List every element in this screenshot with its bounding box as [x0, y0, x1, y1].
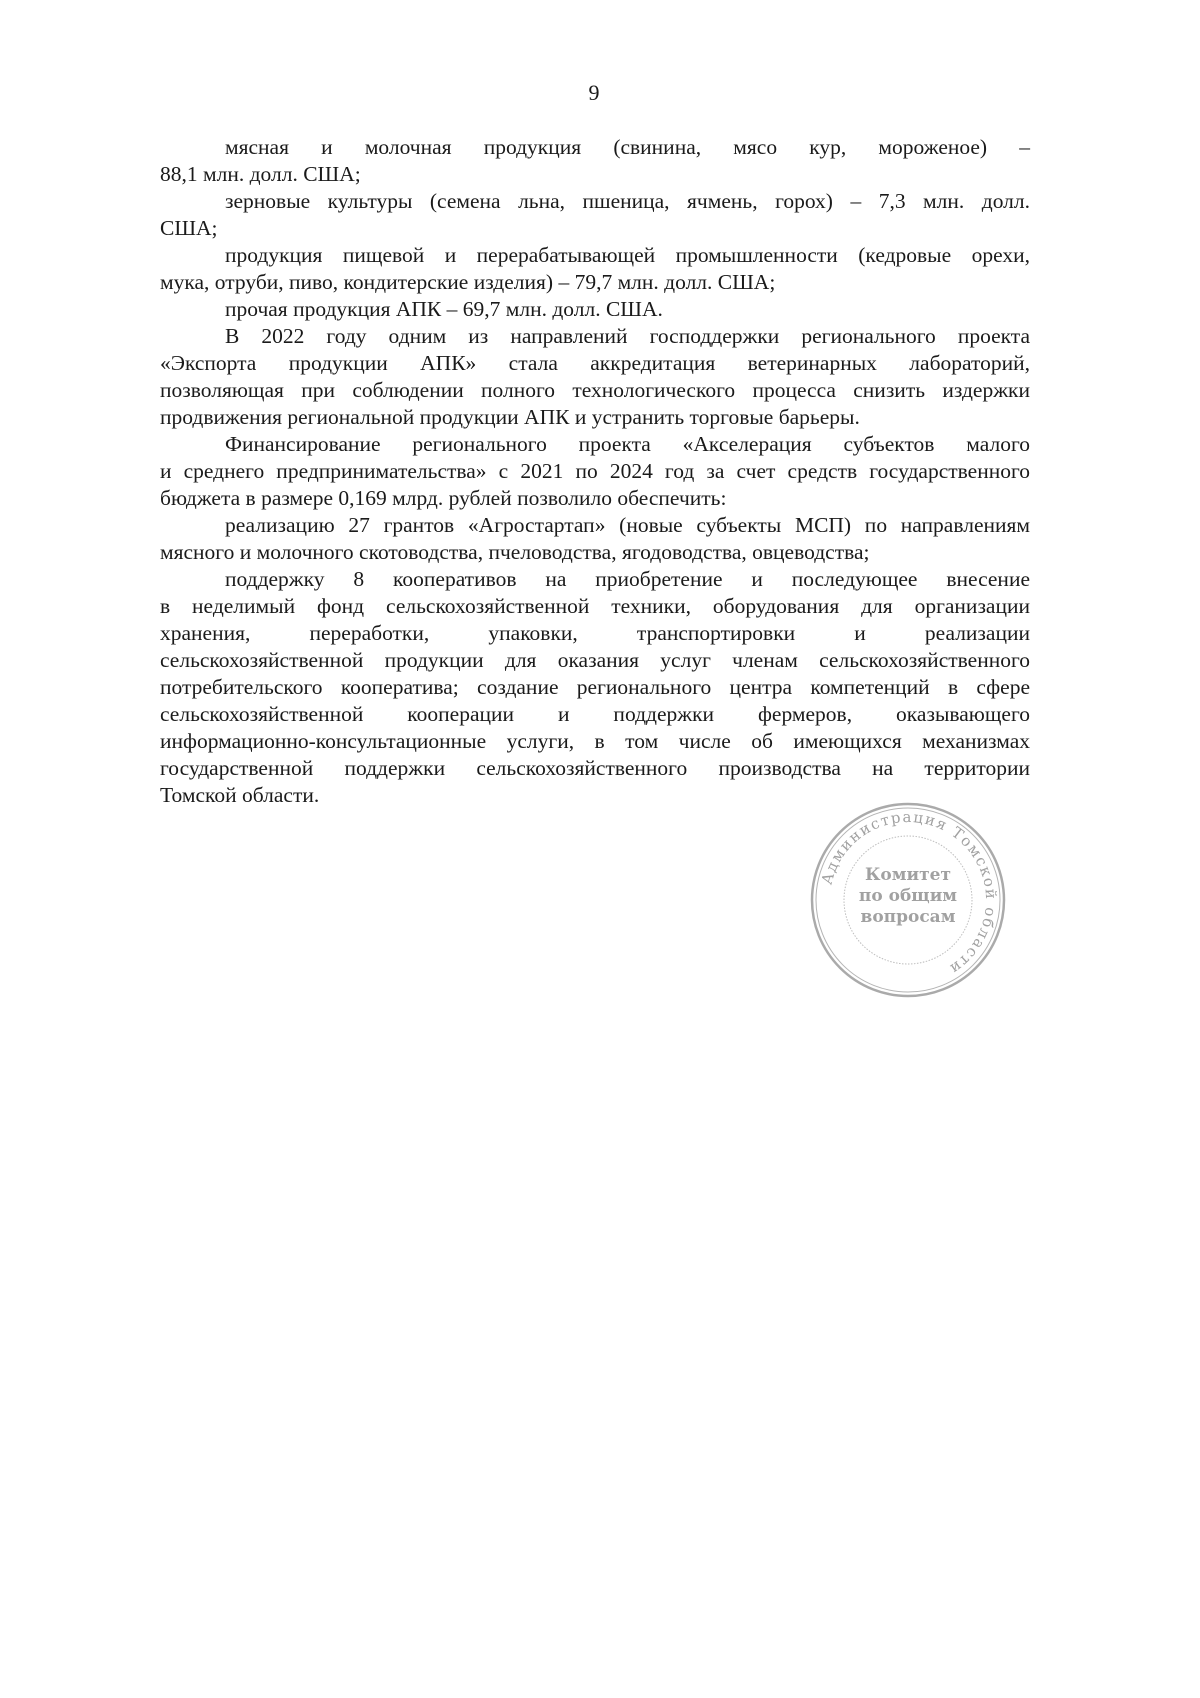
document-body — [160, 134, 1030, 809]
text-line: «Экспорта продукции АПК» стала аккредитация ветеринарных лабораторий, — [160, 351, 1030, 375]
text-line: Томской области. — [160, 783, 320, 807]
text-line: информационно-консультационные услуги, в том числе об имеющихся механизмах — [160, 729, 1030, 753]
text-line: мясная и молочная продукция (свинина, мясо кур, мороженое) – — [225, 135, 1030, 159]
stamp-center-line: вопросам — [860, 907, 956, 927]
stamp-center-line: Комитет — [864, 865, 952, 885]
paragraph — [160, 323, 1030, 431]
text-line: В 2022 году одним из направлений господдержки регионального проекта — [225, 324, 1030, 348]
text-line: поддержку 8 кооперативов на приобретение и последующее внесение — [225, 567, 1030, 591]
text-line: государственной поддержки сельскохозяйственного производства на территории — [160, 756, 1030, 780]
page-number: 9 — [588, 80, 600, 105]
text-line: мясного и молочного скотоводства, пчеловодства, ягодоводства, овцеводства; — [160, 540, 870, 564]
text-line: сельскохозяйственной кооперации и поддержки фермеров, оказывающего — [160, 702, 1030, 726]
text-line: позволяющая при соблюдении полного технологического процесса снизить издержки — [160, 378, 1030, 402]
text-line: потребительского кооператива; создание регионального центра компетенций в сфере — [160, 675, 1030, 699]
text-line: прочая продукция АПК – 69,7 млн. долл. США. — [225, 297, 663, 321]
text-line: сельскохозяйственной продукции для оказания услуг членам сельскохозяйственного — [160, 648, 1030, 672]
text-line: 88,1 млн. долл. США; — [160, 162, 361, 186]
text-line: Финансирование регионального проекта «Акселерация субъектов малого — [225, 432, 1030, 456]
paragraph — [160, 134, 1030, 188]
paragraph — [160, 242, 1030, 296]
official-stamp — [808, 800, 1008, 1000]
text-line: мука, отруби, пиво, кондитерские изделия) – 79,7 млн. долл. США; — [160, 270, 776, 294]
stamp-ring-text: Администрация Томской области — [817, 807, 1001, 979]
text-line: реализацию 27 грантов «Агростартап» (новые субъекты МСП) по направлениям — [225, 513, 1030, 537]
text-line: хранения, переработки, упаковки, транспортировки и реализации — [160, 621, 1030, 645]
paragraph — [160, 296, 1030, 323]
paragraph — [160, 431, 1030, 512]
text-line: бюджета в размере 0,169 млрд. рублей позволило обеспечить: — [160, 486, 727, 510]
text-line: зерновые культуры (семена льна, пшеница, ячмень, горох) – 7,3 млн. долл. — [225, 189, 1030, 213]
paragraph — [160, 188, 1030, 242]
paragraph — [160, 512, 1030, 566]
stamp-center-line: по общим — [858, 886, 958, 906]
text-line: в неделимый фонд сельскохозяйственной техники, оборудования для организации — [160, 594, 1030, 618]
text-line: США; — [160, 216, 218, 240]
paragraph — [160, 566, 1030, 809]
text-line: продукция пищевой и перерабатывающей промышленности (кедровые орехи, — [225, 243, 1030, 267]
text-line: продвижения региональной продукции АПК и устранить торговые барьеры. — [160, 405, 860, 429]
text-line: и среднего предпринимательства» с 2021 по 2024 год за счет средств государственного — [160, 459, 1030, 483]
